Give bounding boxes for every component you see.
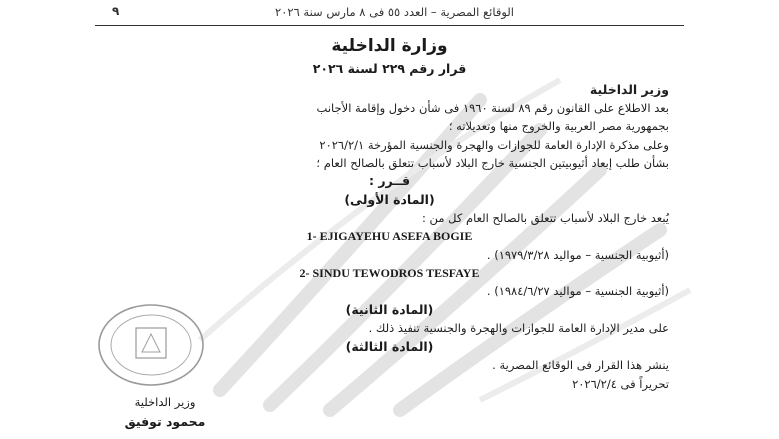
article-1-intro: يُبعد خارج البلاد لأسباب تتعلق بالصالح العام كل من : <box>422 211 669 225</box>
issuer-heading: وزير الداخلية <box>589 82 669 97</box>
decides-heading: قــرر : <box>368 173 411 188</box>
signature-name: محمود توفيق <box>124 414 206 429</box>
header-divider <box>95 25 684 26</box>
person-2-details: (أثيوبية الجنسية – مواليد ١٩٨٤/٦/٢٧) . <box>486 284 669 298</box>
article-3-heading: (المادة الثالثة) <box>345 339 434 354</box>
person-2-name: 2- SINDU TEWODROS TESFAYE <box>299 266 480 280</box>
preamble-line: وعلى مذكرة الإدارة العامة للجوازات والهجرة والجنسية المؤرخة ٢٠٢٦/٢/١ <box>319 138 669 152</box>
decree-title: قرار رقم ٢٢٩ لسنة ٢٠٢٦ <box>312 61 467 76</box>
article-3-text: ينشر هذا القرار فى الوقائع المصرية . <box>492 358 669 372</box>
person-1-details: (أثيوبية الجنسية – مواليد ١٩٧٩/٣/٢٨) . <box>486 248 669 262</box>
preamble-line: بعد الاطلاع على القانون رقم ٨٩ لسنة ١٩٦٠ فى شأن دخول وإقامة الأجانب <box>316 101 669 115</box>
page-number: ٩ <box>112 4 120 18</box>
article-2-text: على مدير الإدارة العامة للجوازات والهجرة والجنسية تنفيذ ذلك . <box>368 321 669 335</box>
ministry-title: وزارة الداخلية <box>331 36 448 56</box>
issue-date: تحريراً فى ٢٠٢٦/٢/٤ <box>572 377 669 391</box>
article-1-heading: (المادة الأولى) <box>344 192 435 207</box>
signature-title: وزير الداخلية <box>134 395 196 409</box>
preamble-line: بجمهورية مصر العربية والخروج منها وتعديلاته ؛ <box>448 119 669 133</box>
preamble-line: بشأن طلب إبعاد أثيوبيتين الجنسية خارج البلاد لأسباب تتعلق بالصالح العام ؛ <box>316 156 669 170</box>
person-1-name: 1- EJIGAYEHU ASEFA BOGIE <box>306 229 473 243</box>
article-2-heading: (المادة الثانية) <box>345 302 434 317</box>
gazette-header-text: الوقائع المصرية – العدد ٥٥ فى ٨ مارس سنة ٢٠٢٦ <box>275 5 514 19</box>
